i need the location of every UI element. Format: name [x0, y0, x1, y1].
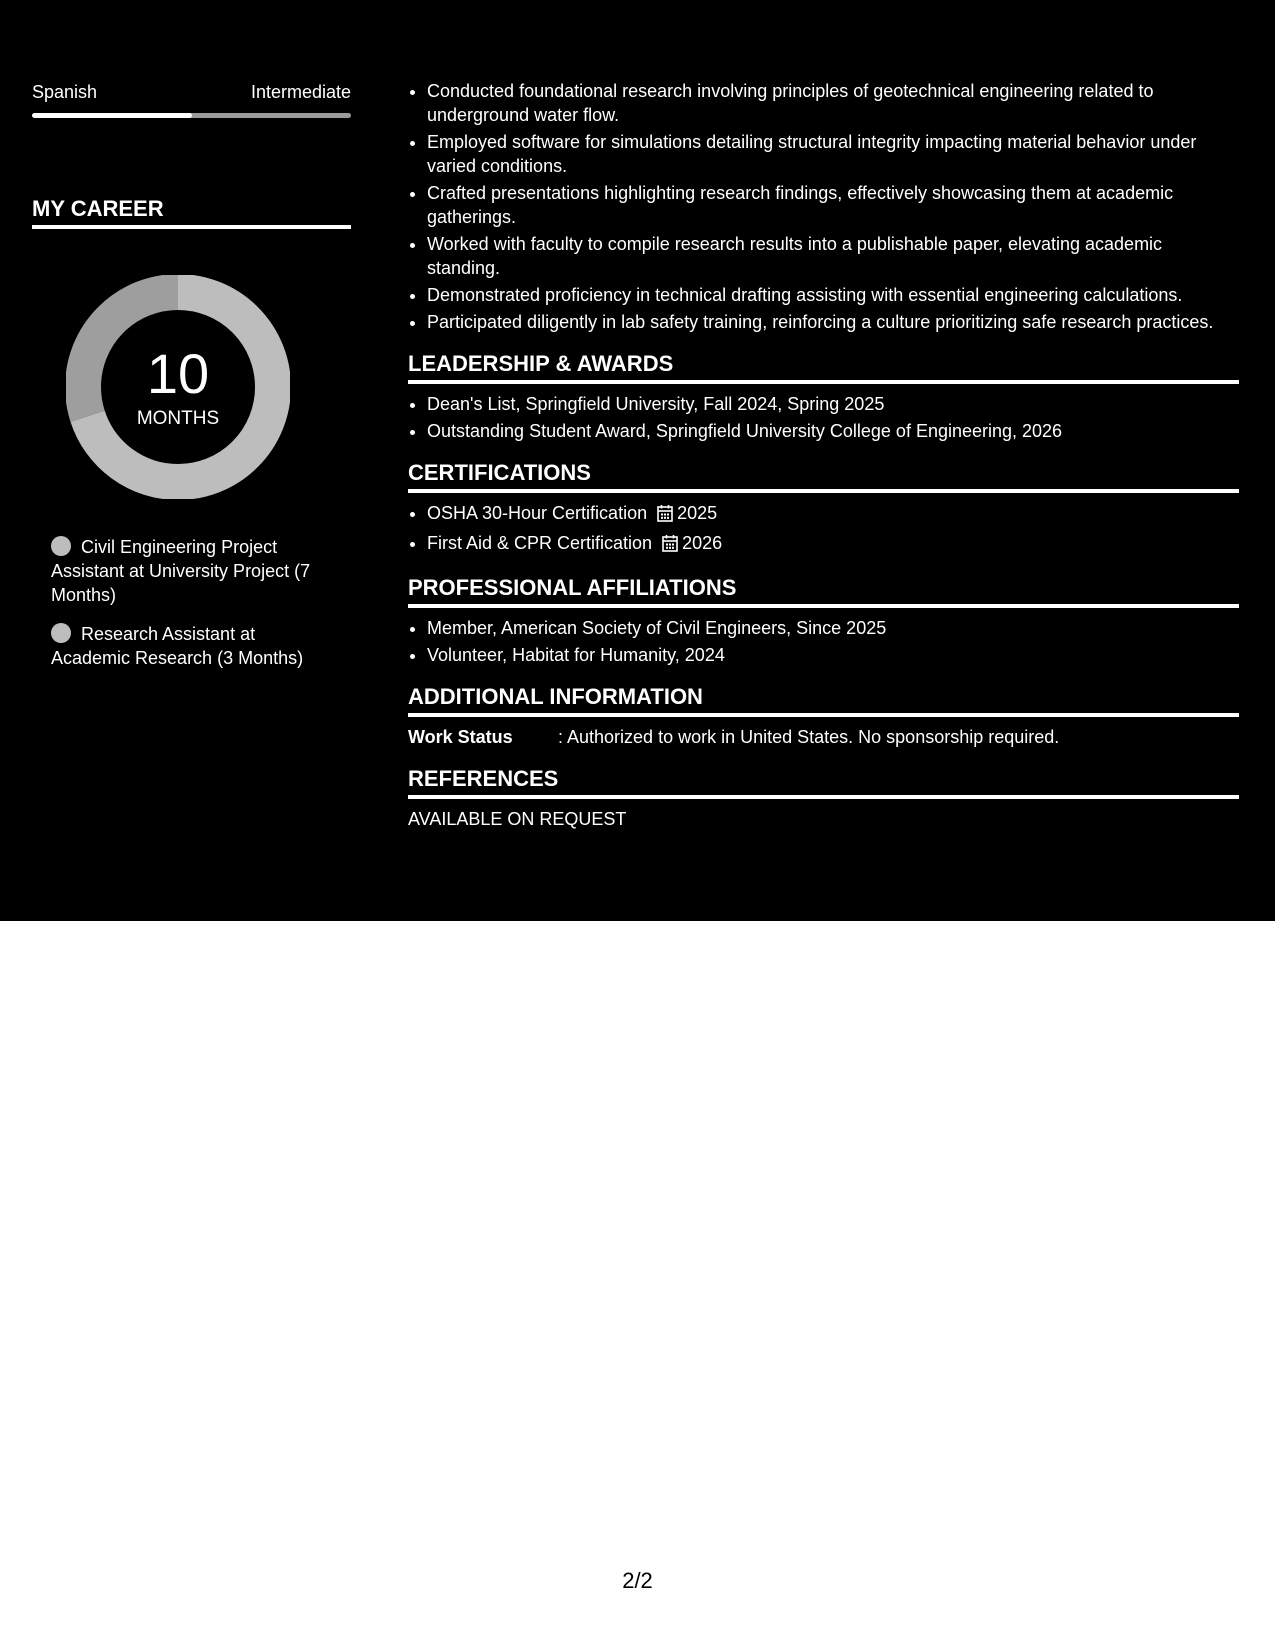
- career-item-label: Civil Engineering Project Assistant at University Project (7 Months): [51, 537, 311, 605]
- work-status-label: Work Status: [408, 727, 513, 747]
- affiliations-heading: PROFESSIONAL AFFILIATIONS: [408, 574, 1239, 608]
- leadership-item: • Outstanding Student Award, Springfield University College of Engineering, 2026: [427, 419, 1239, 443]
- career-item-label: Research Assistant at Academic Research (3 Months): [51, 624, 304, 668]
- leadership-item: • Dean's List, Springfield University, Fall 2024, Spring 2025: [427, 392, 1239, 416]
- affiliation-item: • Volunteer, Habitat for Humanity, 2024: [427, 643, 1239, 667]
- career-total-number: 10: [146, 342, 210, 405]
- career-item: [51, 535, 331, 607]
- language-level: Intermediate: [250, 82, 351, 102]
- leadership-list: [408, 392, 1239, 443]
- calendar-icon: [657, 504, 673, 528]
- experience-bullet: • Participated diligently in lab safety training, reinforcing a culture prioritizing safe research practices.: [427, 310, 1239, 334]
- work-status-value: : Authorized to work in United States. No sponsorship required.: [558, 727, 1060, 747]
- affiliation-item: • Member, American Society of Civil Engineers, Since 2025: [427, 616, 1239, 640]
- language-name: Spanish: [32, 82, 98, 102]
- certification-name: OSHA 30-Hour Certification: [427, 503, 648, 523]
- page-number: 2/2: [622, 1568, 653, 1593]
- experience-bullet: • Conducted foundational research involving principles of geotechnical engineering related to underground water flow.: [427, 79, 1239, 127]
- additional-info-heading: ADDITIONAL INFORMATION: [408, 683, 1239, 717]
- affiliations-list: [408, 616, 1239, 667]
- career-dot-icon: [51, 536, 71, 556]
- language-proficiency-bar: [32, 113, 351, 118]
- leadership-heading: LEADERSHIP & AWARDS: [408, 350, 1239, 384]
- certifications-list: [408, 501, 1239, 558]
- references-heading: REFERENCES: [408, 765, 1239, 799]
- right-column: [408, 0, 1239, 831]
- career-list: [51, 535, 331, 685]
- career-dot-icon: [51, 623, 71, 643]
- certifications-heading: CERTIFICATIONS: [408, 459, 1239, 493]
- certification-year: 2026: [682, 533, 723, 553]
- experience-bullets: [408, 79, 1239, 334]
- language-proficiency-fill: [32, 113, 192, 118]
- certification-year: 2025: [677, 503, 718, 523]
- career-item: [51, 622, 331, 670]
- career-donut-chart: [66, 275, 290, 499]
- certification-name: First Aid & CPR Certification: [427, 533, 653, 553]
- work-status-row: [408, 725, 1239, 749]
- certification-item: [427, 531, 1239, 558]
- experience-bullet: • Demonstrated proficiency in technical drafting assisting with essential engineering calculations.: [427, 283, 1239, 307]
- experience-bullet: • Employed software for simulations detailing structural integrity impacting material behavior under varied conditions.: [427, 130, 1239, 178]
- experience-bullet: • Crafted presentations highlighting research findings, effectively showcasing them at academic gatherings.: [427, 181, 1239, 229]
- career-total-unit: MONTHS: [136, 408, 220, 429]
- experience-bullet: • Worked with faculty to compile research results into a publishable paper, elevating academic standing.: [427, 232, 1239, 280]
- calendar-icon: [662, 534, 678, 558]
- language-row: [32, 82, 351, 104]
- references-text: AVAILABLE ON REQUEST: [408, 809, 627, 829]
- career-heading: MY CAREER: [32, 196, 351, 229]
- certification-item: [427, 501, 1239, 528]
